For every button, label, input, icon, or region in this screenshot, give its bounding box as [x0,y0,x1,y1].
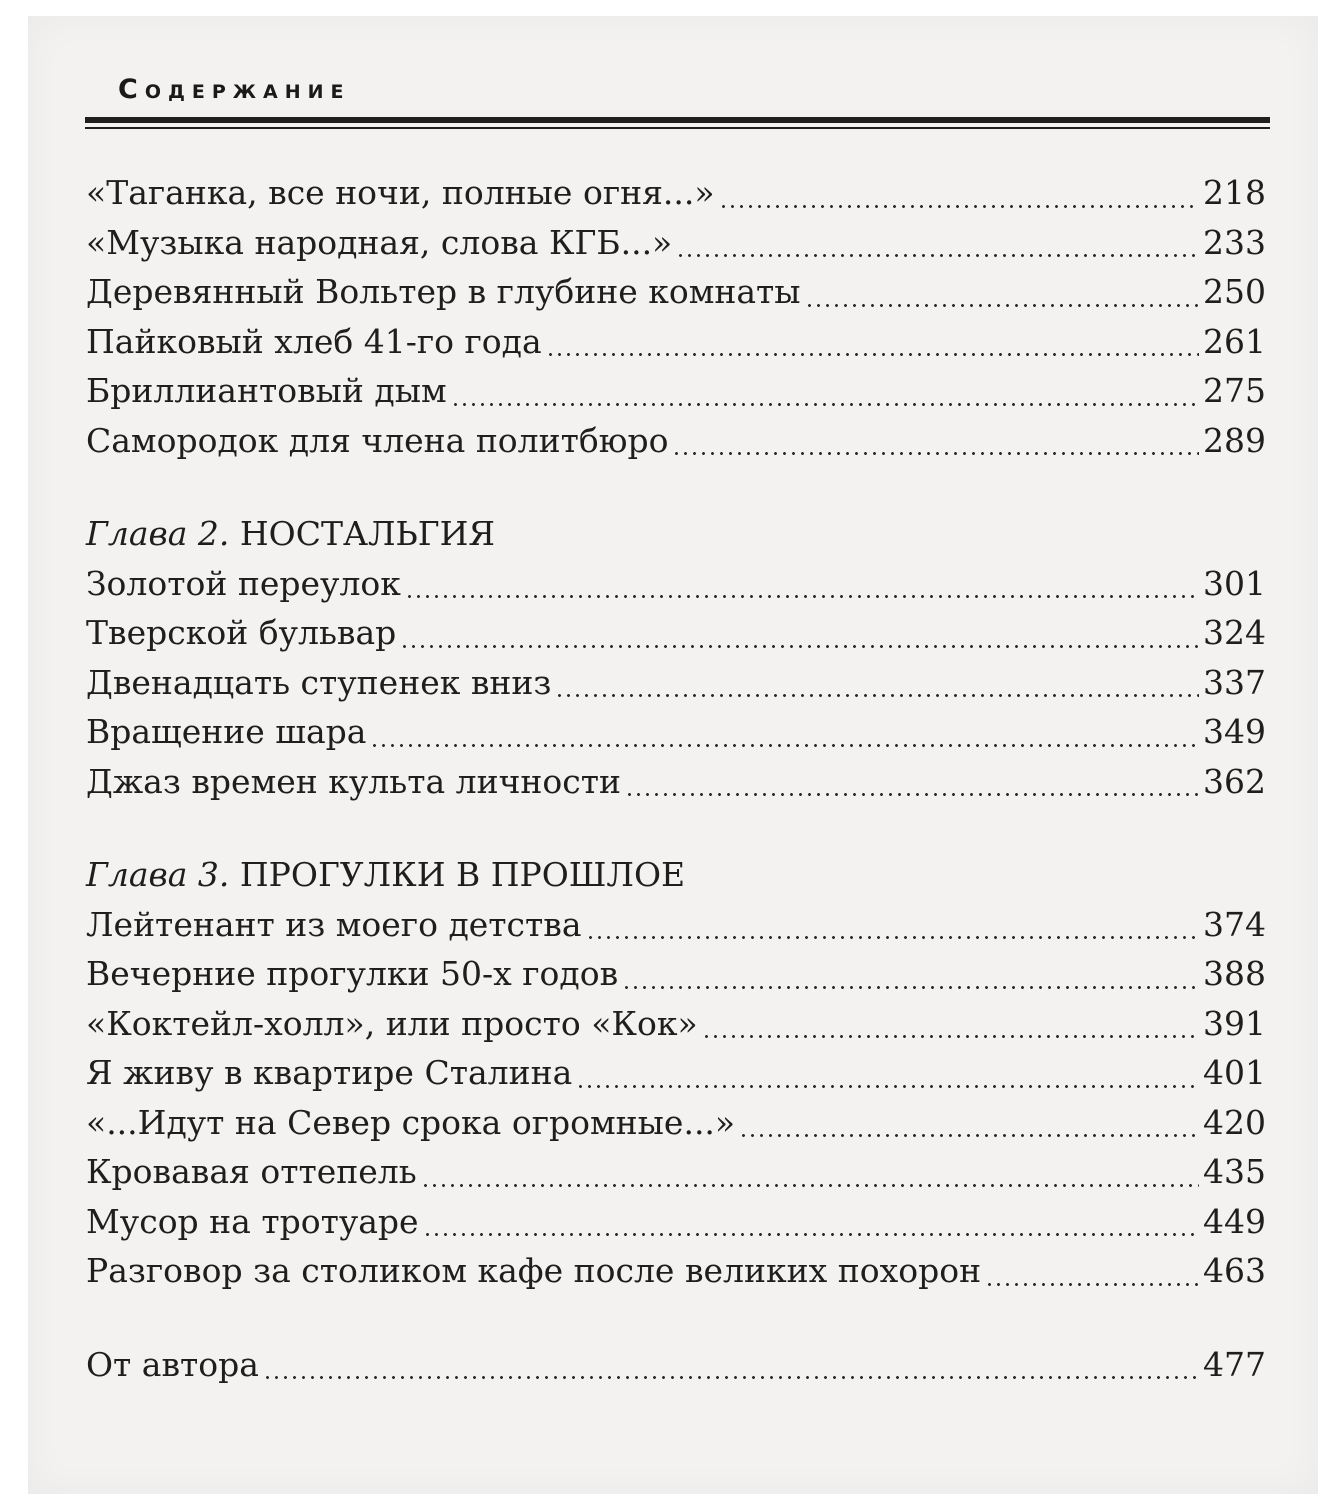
toc-entry-title: Бриллиантовый дым [86,371,447,410]
toc-entry [86,999,1266,1049]
dot-leader [405,588,1199,598]
dot-leader [555,687,1199,697]
section-gap [86,465,1266,509]
toc-entry [86,1246,1266,1296]
toc-entry [86,1048,1266,1098]
dot-leader [676,247,1199,257]
toc-entry [86,559,1266,609]
toc-entry-title: Кровавая оттепель [86,1152,417,1191]
dot-leader [805,297,1199,307]
dot-leader [739,1127,1199,1137]
toc-entry [86,218,1266,268]
toc-entry [86,1098,1266,1148]
toc-entry-title: Я живу в квартире Сталина [86,1053,573,1092]
toc-entry [86,267,1266,317]
toc-entry-page: 388 [1203,954,1266,993]
dot-leader [421,1177,1199,1187]
dot-leader [263,1369,1199,1379]
toc-entry [86,416,1266,466]
toc-entry-title: Вечерние прогулки 50-х годов [86,954,619,993]
toc-entry-page: 463 [1203,1251,1266,1290]
toc-entry [86,900,1266,950]
section-gap [86,1296,1266,1340]
toc-entry-title: От автора [86,1344,259,1384]
chapter-name: НОСТАЛЬГИЯ [239,514,496,553]
toc-entry-page: 233 [1203,222,1266,262]
toc-entry [86,1197,1266,1247]
toc-entry-page: 301 [1203,563,1266,603]
toc-entry-title: «Музыка народная, слова КГБ...» [86,222,673,262]
toc-entry-page: 374 [1203,904,1266,944]
toc-entry-page: 349 [1203,712,1266,751]
toc-entry [86,707,1266,757]
toc-entry [86,608,1266,658]
contents-header: Содержание [118,74,351,105]
toc-entry-title: Самородок для члена политбюро [86,420,669,460]
toc-entry [86,949,1266,999]
toc-entry [86,317,1266,367]
dot-leader [985,1276,1199,1286]
toc-entry-page: 261 [1203,321,1266,361]
toc-entry-page: 362 [1203,761,1266,801]
toc-entry [86,658,1266,708]
toc-entry-title: Пайковый хлеб 41-го года [86,321,542,361]
toc-entry [86,1147,1266,1197]
dot-leader [370,737,1199,747]
toc-entry-title: Мусор на тротуаре [86,1201,419,1241]
toc-entry [86,366,1266,416]
toc-entry-page: 337 [1203,662,1266,702]
header-rule-thin [85,127,1270,129]
toc-entry-page: 401 [1203,1053,1266,1092]
toc-entry-title: «...Идут на Север срока огромные...» [86,1102,736,1142]
toc-entry-page: 218 [1203,173,1266,212]
toc-entry-page: 449 [1203,1201,1266,1241]
dot-leader [672,445,1199,455]
toc-entry-title: Деревянный Вольтер в глубине комнаты [86,272,801,311]
dot-leader [586,929,1199,939]
toc-entry-page: 435 [1203,1152,1266,1191]
dot-leader [625,786,1199,796]
toc-entry-title: Тверской бульвар [86,613,397,652]
dot-leader [622,979,1199,989]
toc-entry-page: 477 [1203,1344,1266,1384]
dot-leader [400,638,1199,648]
toc-entry [86,757,1266,807]
dot-leader [546,346,1199,356]
chapter-heading [86,850,1266,900]
chapter-name: ПРОГУЛКИ В ПРОШЛОЕ [239,855,686,894]
chapter-label: Глава 2. [86,514,230,553]
dot-leader [451,396,1199,406]
dot-leader [576,1078,1199,1088]
toc-entry-title: Лейтенант из моего детства [86,904,582,944]
toc-entry-page: 391 [1203,1003,1266,1043]
toc-entry-title: Вращение шара [86,712,367,751]
header-rule-thick [85,117,1270,123]
toc-entry-title: Джаз времен культа личности [86,761,622,801]
toc-entry-page: 420 [1203,1102,1266,1142]
section-gap [86,806,1266,850]
chapter-heading [86,509,1266,559]
toc-entry-page: 275 [1203,371,1266,410]
toc-entry-title: «Коктейл-холл», или просто «Кок» [86,1003,698,1043]
toc-entry-title: «Таганка, все ночи, полные огня...» [86,173,715,212]
dot-leader [719,198,1199,208]
toc-entry [86,1340,1266,1390]
toc-entry-page: 250 [1203,272,1266,311]
toc-entry-title: Разговор за столиком кафе после великих похорон [86,1251,982,1290]
dot-leader [702,1028,1199,1038]
toc-entry-title: Двенадцать ступенек вниз [86,662,552,702]
table-of-contents [86,168,1266,1389]
toc-entry [86,168,1266,218]
toc-entry-page: 324 [1203,613,1266,652]
toc-entry-title: Золотой переулок [86,563,401,603]
toc-entry-page: 289 [1203,420,1266,460]
dot-leader [423,1226,1199,1236]
chapter-label: Глава 3. [86,855,230,894]
